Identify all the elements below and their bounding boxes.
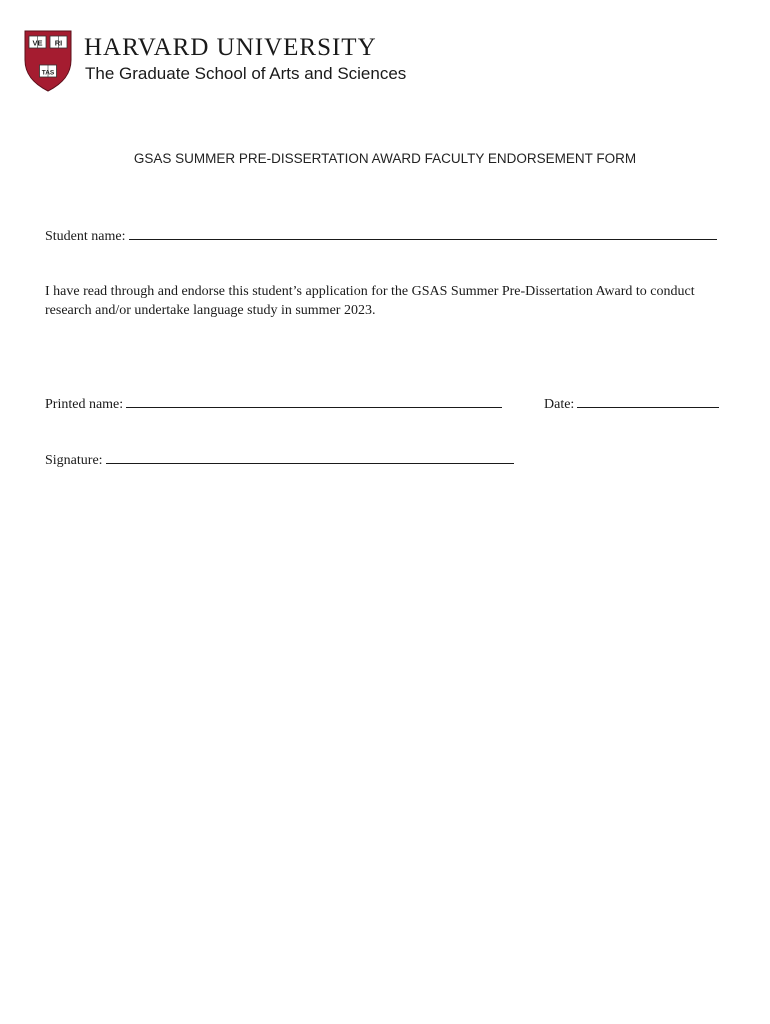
date-label: Date: [544, 397, 575, 412]
endorsement-statement [45, 282, 735, 320]
svg-text:RI: RI [54, 38, 63, 48]
student-name-label: Student name: [45, 229, 126, 244]
harvard-shield-icon [24, 30, 72, 92]
date-field[interactable] [577, 394, 719, 408]
signature-field[interactable] [106, 450, 514, 464]
endorsement-line-2: research and/or undertake language study in summer 2023. [45, 303, 376, 318]
printed-name-row [45, 394, 502, 413]
signature-row [45, 450, 514, 469]
svg-text:TAS: TAS [41, 69, 55, 77]
date-row [544, 394, 719, 413]
school-name: The Graduate School of Arts and Sciences [85, 64, 407, 83]
svg-text:VE: VE [32, 38, 43, 48]
printed-name-label: Printed name: [45, 397, 124, 412]
university-name: HARVARD UNIVERSITY [84, 34, 377, 61]
printed-name-field[interactable] [126, 394, 502, 408]
student-name-field[interactable] [129, 226, 717, 240]
endorsement-line-1: I have read through and endorse this student’s application for the GSAS Summer Pre-Dissertation Award to conduct [45, 284, 695, 299]
form-title: GSAS SUMMER PRE-DISSERTATION AWARD FACULTY ENDORSEMENT FORM [133, 151, 637, 166]
signature-label: Signature: [45, 453, 103, 468]
student-name-row [45, 226, 717, 245]
